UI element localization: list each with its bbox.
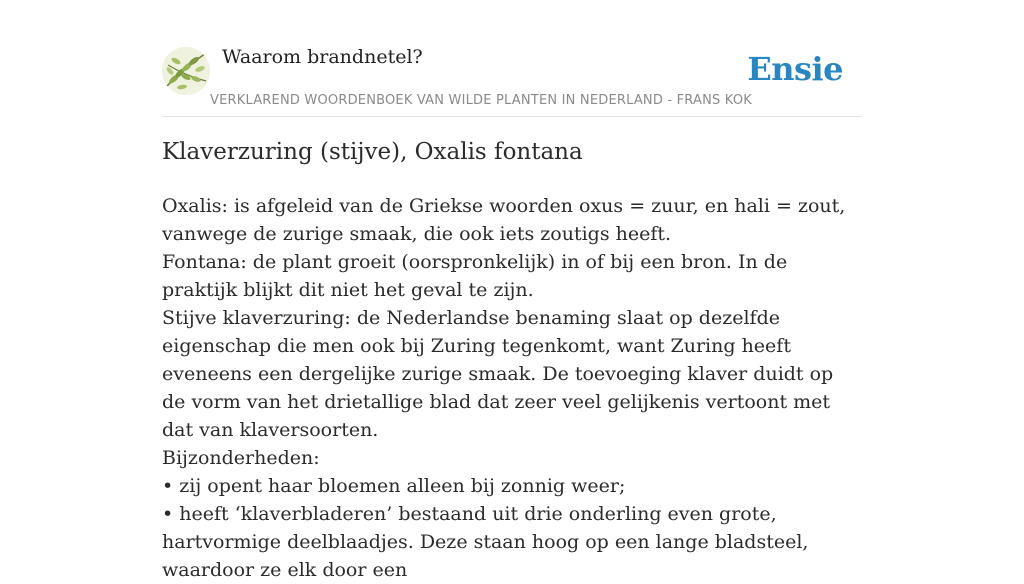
entry-bullet-2: • heeft ‘klaverbladeren’ bestaand uit drie onderling even grote, hartvormige deelblaadjes. Deze staan hoog op een lange bladsteel, waardoor ze elk door een xyxy=(162,503,809,581)
entry-paragraph-fontana: Fontana: de plant groeit (oorspronkelijk) in of bij een bron. In de praktijk blijkt dit niet het geval te zijn. xyxy=(162,251,788,301)
plant-thumbnail-icon[interactable] xyxy=(162,47,210,95)
ensie-logo[interactable]: Ensie xyxy=(747,50,843,88)
source-subtitle[interactable]: VERKLAREND WOORDENBOEK VAN WILDE PLANTEN IN NEDERLAND - FRANS KOK xyxy=(210,93,752,108)
entry-body xyxy=(162,192,862,584)
source-header xyxy=(162,40,862,117)
entry-paragraph-bijzonderheden: Bijzonderheden: xyxy=(162,447,320,469)
entry-bullet-1: • zij opent haar bloemen alleen bij zonnig weer; xyxy=(162,475,626,497)
entry-paragraph-stijve-klaverzuring: Stijve klaverzuring: de Nederlandse benaming slaat op dezelfde eigenschap die men ook bij Zuring tegenkomt, want Zuring heeft eveneens een dergelijke zurige smaak. De toevoeging klaver duidt op de vorm van het drietallige blad dat zeer veel gelijkenis vertoont met dat van klaversoorten. xyxy=(162,307,834,441)
source-title[interactable]: Waarom brandnetel? xyxy=(222,46,423,68)
entry-paragraph-oxalis: Oxalis: is afgeleid van de Griekse woorden oxus = zuur, en hali = zout, vanwege de zurige smaak, die ook iets zoutigs heeft. xyxy=(162,195,846,245)
entry-title: Klaverzuring (stijve), Oxalis fontana xyxy=(162,139,583,165)
